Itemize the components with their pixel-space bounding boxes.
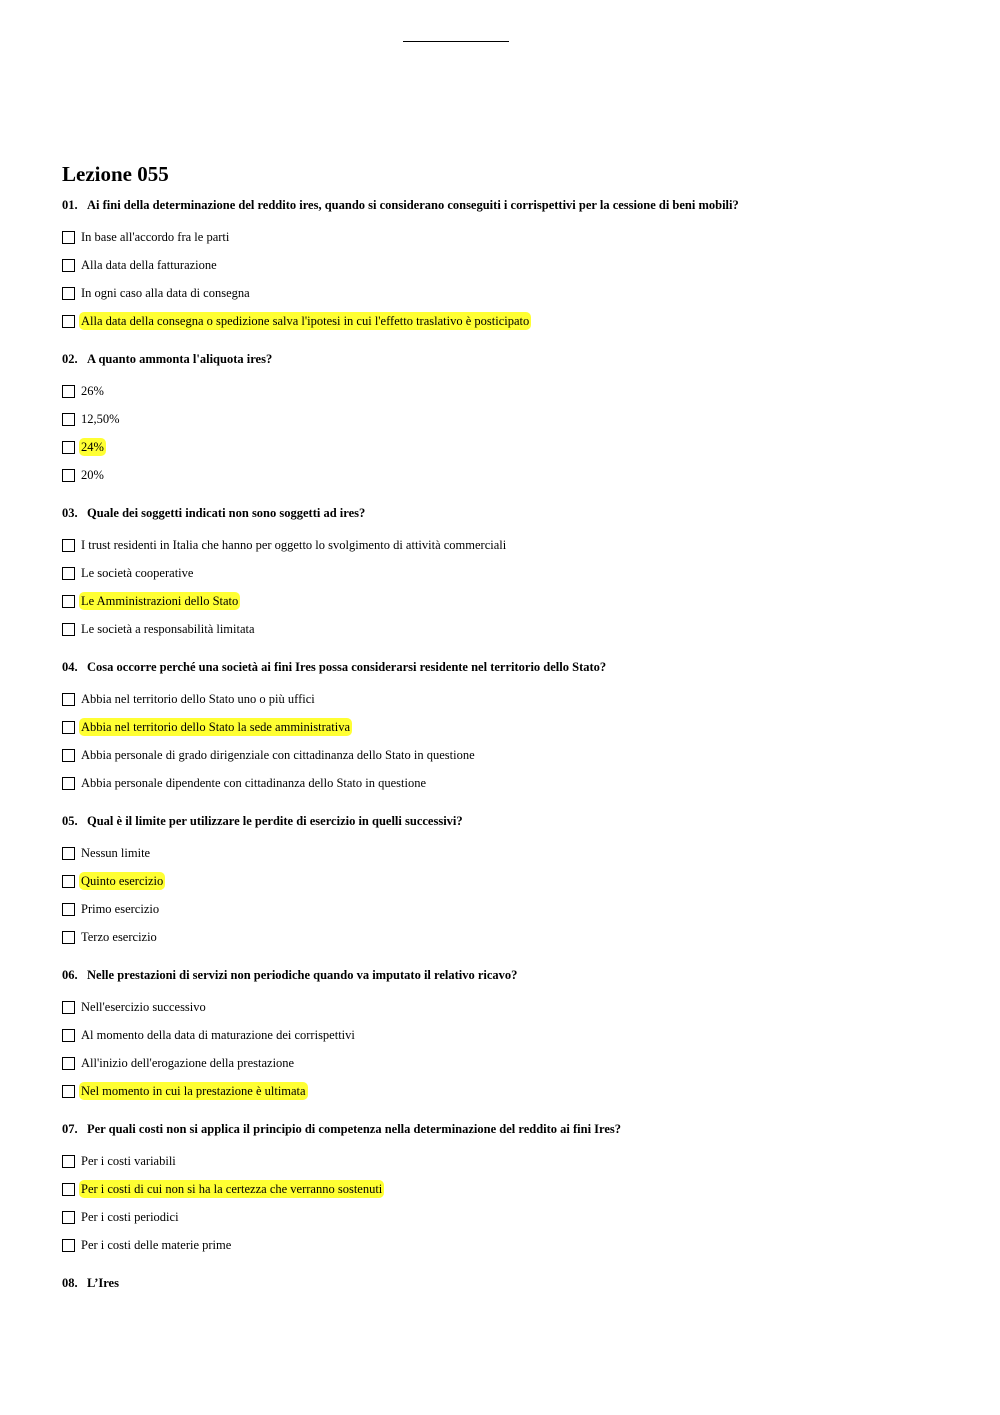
- answer-list: [62, 993, 962, 1105]
- question-text: [62, 196, 962, 214]
- answer-option[interactable]: [62, 587, 962, 615]
- question-label: Nelle prestazioni di servizi non periodiche quando va imputato il relativo ricavo?: [87, 968, 518, 982]
- answer-text: Alla data della consegna o spedizione salva l'ipotesi in cui l'effetto traslativo è posticipato: [81, 314, 530, 328]
- question-text: [62, 350, 962, 368]
- lesson-title: Lezione 055: [62, 162, 169, 186]
- answer-option[interactable]: [62, 1021, 962, 1049]
- answer-checkbox[interactable]: [62, 1183, 75, 1196]
- answer-checkbox[interactable]: [62, 721, 75, 734]
- answer-text: Terzo esercizio: [81, 930, 157, 944]
- answer-text: 24%: [81, 440, 104, 454]
- answer-checkbox[interactable]: [62, 1001, 75, 1014]
- answer-text: In ogni caso alla data di consegna: [81, 286, 250, 300]
- question-number: 06.: [62, 968, 78, 982]
- question-block: [62, 504, 962, 643]
- answer-option[interactable]: [62, 1175, 962, 1203]
- answer-checkbox[interactable]: [62, 441, 75, 454]
- answer-text: All'inizio dell'erogazione della prestazione: [81, 1056, 295, 1070]
- answer-text: Quinto esercizio: [81, 874, 164, 888]
- answer-checkbox[interactable]: [62, 231, 75, 244]
- answer-checkbox[interactable]: [62, 931, 75, 944]
- question-label: Qual è il limite per utilizzare le perdite di esercizio in quelli successivi?: [87, 814, 463, 828]
- answer-checkbox[interactable]: [62, 1155, 75, 1168]
- answer-text: Nell'esercizio successivo: [81, 1000, 206, 1014]
- answer-option[interactable]: [62, 993, 962, 1021]
- answer-option[interactable]: [62, 531, 962, 559]
- question-label: L’Ires: [87, 1276, 119, 1290]
- answer-checkbox[interactable]: [62, 1239, 75, 1252]
- answer-checkbox[interactable]: [62, 623, 75, 636]
- answer-option[interactable]: [62, 685, 962, 713]
- answer-option[interactable]: [62, 279, 962, 307]
- question-label: Ai fini della determinazione del reddito ires, quando si considerano conseguiti i corrispettivi per la cessione di beni mobili?: [87, 198, 739, 212]
- question-number: 02.: [62, 352, 78, 366]
- question-label: Quale dei soggetti indicati non sono soggetti ad ires?: [87, 506, 366, 520]
- answer-text: 20%: [81, 468, 104, 482]
- answer-text: Le società a responsabilità limitata: [81, 622, 255, 636]
- answer-option[interactable]: [62, 895, 962, 923]
- answer-option[interactable]: [62, 741, 962, 769]
- question-number: 04.: [62, 660, 78, 674]
- answer-text: 12,50%: [81, 412, 120, 426]
- answer-checkbox[interactable]: [62, 413, 75, 426]
- answer-option[interactable]: [62, 559, 962, 587]
- answer-text: Abbia personale di grado dirigenziale con cittadinanza dello Stato in questione: [81, 748, 475, 762]
- answer-checkbox[interactable]: [62, 287, 75, 300]
- question-list: [62, 196, 962, 1307]
- answer-list: [62, 839, 962, 951]
- answer-option[interactable]: [62, 377, 962, 405]
- question-number: 05.: [62, 814, 78, 828]
- answer-text: Abbia nel territorio dello Stato la sede amministrativa: [81, 720, 351, 734]
- answer-option[interactable]: [62, 1147, 962, 1175]
- answer-option[interactable]: [62, 1231, 962, 1259]
- question-block: [62, 812, 962, 951]
- question-text: [62, 1120, 962, 1138]
- question-text: [62, 658, 962, 676]
- answer-option[interactable]: [62, 251, 962, 279]
- question-block: [62, 1274, 962, 1292]
- question-block: [62, 350, 962, 489]
- answer-text: In base all'accordo fra le parti: [81, 230, 230, 244]
- answer-text: Al momento della data di maturazione dei corrispettivi: [81, 1028, 355, 1042]
- answer-option[interactable]: [62, 839, 962, 867]
- answer-checkbox[interactable]: [62, 385, 75, 398]
- answer-text: Per i costi variabili: [81, 1154, 176, 1168]
- answer-checkbox[interactable]: [62, 259, 75, 272]
- answer-text: Per i costi di cui non si ha la certezza che verranno sostenuti: [81, 1182, 383, 1196]
- answer-text: 26%: [81, 384, 104, 398]
- answer-option[interactable]: [62, 1077, 962, 1105]
- answer-checkbox[interactable]: [62, 777, 75, 790]
- answer-list: [62, 377, 962, 489]
- answer-checkbox[interactable]: [62, 847, 75, 860]
- question-block: [62, 1120, 962, 1259]
- answer-option[interactable]: [62, 307, 962, 335]
- answer-checkbox[interactable]: [62, 567, 75, 580]
- answer-list: [62, 531, 962, 643]
- answer-option[interactable]: [62, 923, 962, 951]
- top-rule: [403, 41, 509, 42]
- answer-option[interactable]: [62, 433, 962, 461]
- answer-option[interactable]: [62, 615, 962, 643]
- question-text: [62, 1274, 962, 1292]
- answer-checkbox[interactable]: [62, 1085, 75, 1098]
- answer-text: Le società cooperative: [81, 566, 194, 580]
- question-label: Per quali costi non si applica il principio di competenza nella determinazione del reddito ai fini Ires?: [87, 1122, 622, 1136]
- question-number: 08.: [62, 1276, 78, 1290]
- question-number: 01.: [62, 198, 78, 212]
- answer-text: I trust residenti in Italia che hanno per oggetto lo svolgimento di attività commerciali: [81, 538, 507, 552]
- answer-checkbox[interactable]: [62, 469, 75, 482]
- answer-list: [62, 223, 962, 335]
- answer-checkbox[interactable]: [62, 749, 75, 762]
- answer-checkbox[interactable]: [62, 1029, 75, 1042]
- answer-text: Abbia personale dipendente con cittadinanza dello Stato in questione: [81, 776, 427, 790]
- answer-checkbox[interactable]: [62, 1211, 75, 1224]
- question-label: A quanto ammonta l'aliquota ires?: [87, 352, 273, 366]
- answer-checkbox[interactable]: [62, 693, 75, 706]
- answer-option[interactable]: [62, 1203, 962, 1231]
- answer-option[interactable]: [62, 769, 962, 797]
- answer-text: Abbia nel territorio dello Stato uno o più uffici: [81, 692, 315, 706]
- answer-text: Alla data della fatturazione: [81, 258, 217, 272]
- answer-text: Primo esercizio: [81, 902, 160, 916]
- answer-option[interactable]: [62, 405, 962, 433]
- answer-text: Nel momento in cui la prestazione è ultimata: [81, 1084, 306, 1098]
- answer-option[interactable]: [62, 713, 962, 741]
- question-block: [62, 966, 962, 1105]
- answer-option[interactable]: [62, 867, 962, 895]
- answer-text: Le Amministrazioni dello Stato: [81, 594, 239, 608]
- answer-checkbox[interactable]: [62, 1057, 75, 1070]
- answer-checkbox[interactable]: [62, 539, 75, 552]
- answer-checkbox[interactable]: [62, 875, 75, 888]
- question-text: [62, 812, 962, 830]
- question-number: 07.: [62, 1122, 78, 1136]
- question-block: [62, 196, 962, 335]
- answer-text: Per i costi periodici: [81, 1210, 179, 1224]
- question-block: [62, 658, 962, 797]
- question-text: [62, 504, 962, 522]
- answer-text: Per i costi delle materie prime: [81, 1238, 232, 1252]
- answer-text: Nessun limite: [81, 846, 151, 860]
- answer-option[interactable]: [62, 461, 962, 489]
- answer-option[interactable]: [62, 1049, 962, 1077]
- answer-list: [62, 1147, 962, 1259]
- answer-option[interactable]: [62, 223, 962, 251]
- question-text: [62, 966, 962, 984]
- answer-checkbox[interactable]: [62, 903, 75, 916]
- answer-checkbox[interactable]: [62, 315, 75, 328]
- question-number: 03.: [62, 506, 78, 520]
- question-label: Cosa occorre perché una società ai fini Ires possa considerarsi residente nel territorio dello Stato?: [87, 660, 607, 674]
- answer-checkbox[interactable]: [62, 595, 75, 608]
- answer-list: [62, 685, 962, 797]
